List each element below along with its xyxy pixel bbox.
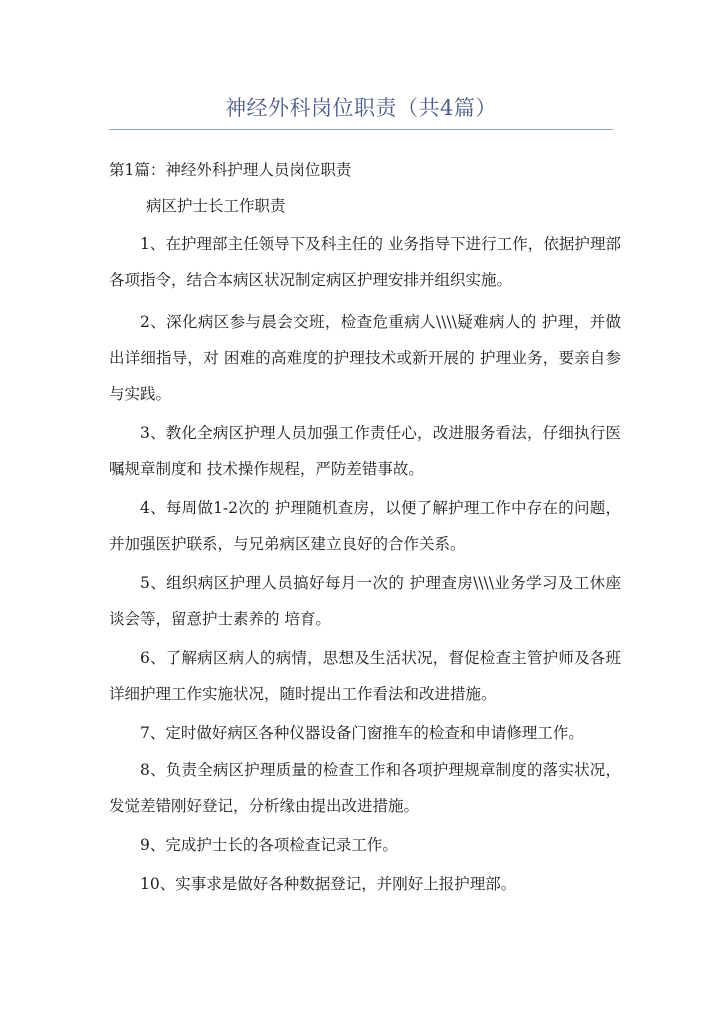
paragraph-5: 5、组织病区护理人员搞好每月一次的 护理查房\\\\业务学习及工休座谈会等，留意护士素养的 培育。 xyxy=(109,574,621,628)
section-heading: 第1篇：神经外科护理人员岗位职责 xyxy=(109,161,352,179)
paragraph-6: 6、了解病区病人的病情，思想及生活状况，督促检查主管护师及各班详细护理工作实施状况，随时提出工作看法和改进措施。 xyxy=(109,649,621,703)
title-divider xyxy=(109,129,613,130)
paragraph-4: 4、每周做1-2次的 护理随机查房，以便了解护理工作中存在的问题，并加强医护联系，与兄弟病区建立良好的合作关系。 xyxy=(109,499,621,553)
document-title: 神经外科岗位职责（共4篇） xyxy=(225,96,497,120)
paragraph-1: 1、在护理部主任领导下及科主任的 业务指导下进行工作，依据护理部各项指令，结合本病区状况制定病区护理安排并组织实施。 xyxy=(109,235,621,289)
paragraph-3: 3、教化全病区护理人员加强工作责任心，改进服务看法，仔细执行医嘱规章制度和 技术操作规程，严防差错事故。 xyxy=(109,424,621,478)
paragraph-2: 2、深化病区参与晨会交班，检查危重病人\\\\疑难病人的 护理，并做出详细指导，对 困难的高难度的护理技术或新开展的 护理业务，要亲自参与实践。 xyxy=(109,313,621,403)
paragraph-8: 8、负责全病区护理质量的检查工作和各项护理规章制度的落实状况，发觉差错刚好登记，分析缘由提出改进措施。 xyxy=(109,761,621,815)
subheading: 病区护士长工作职责 xyxy=(146,197,286,215)
paragraph-9: 9、完成护士长的各项检查记录工作。 xyxy=(140,836,398,854)
paragraph-10: 10、实事求是做好各种数据登记，并刚好上报护理部。 xyxy=(140,875,517,893)
paragraph-7: 7、定时做好病区各种仪器设备门窗推车的检查和申请修理工作。 xyxy=(140,724,584,742)
